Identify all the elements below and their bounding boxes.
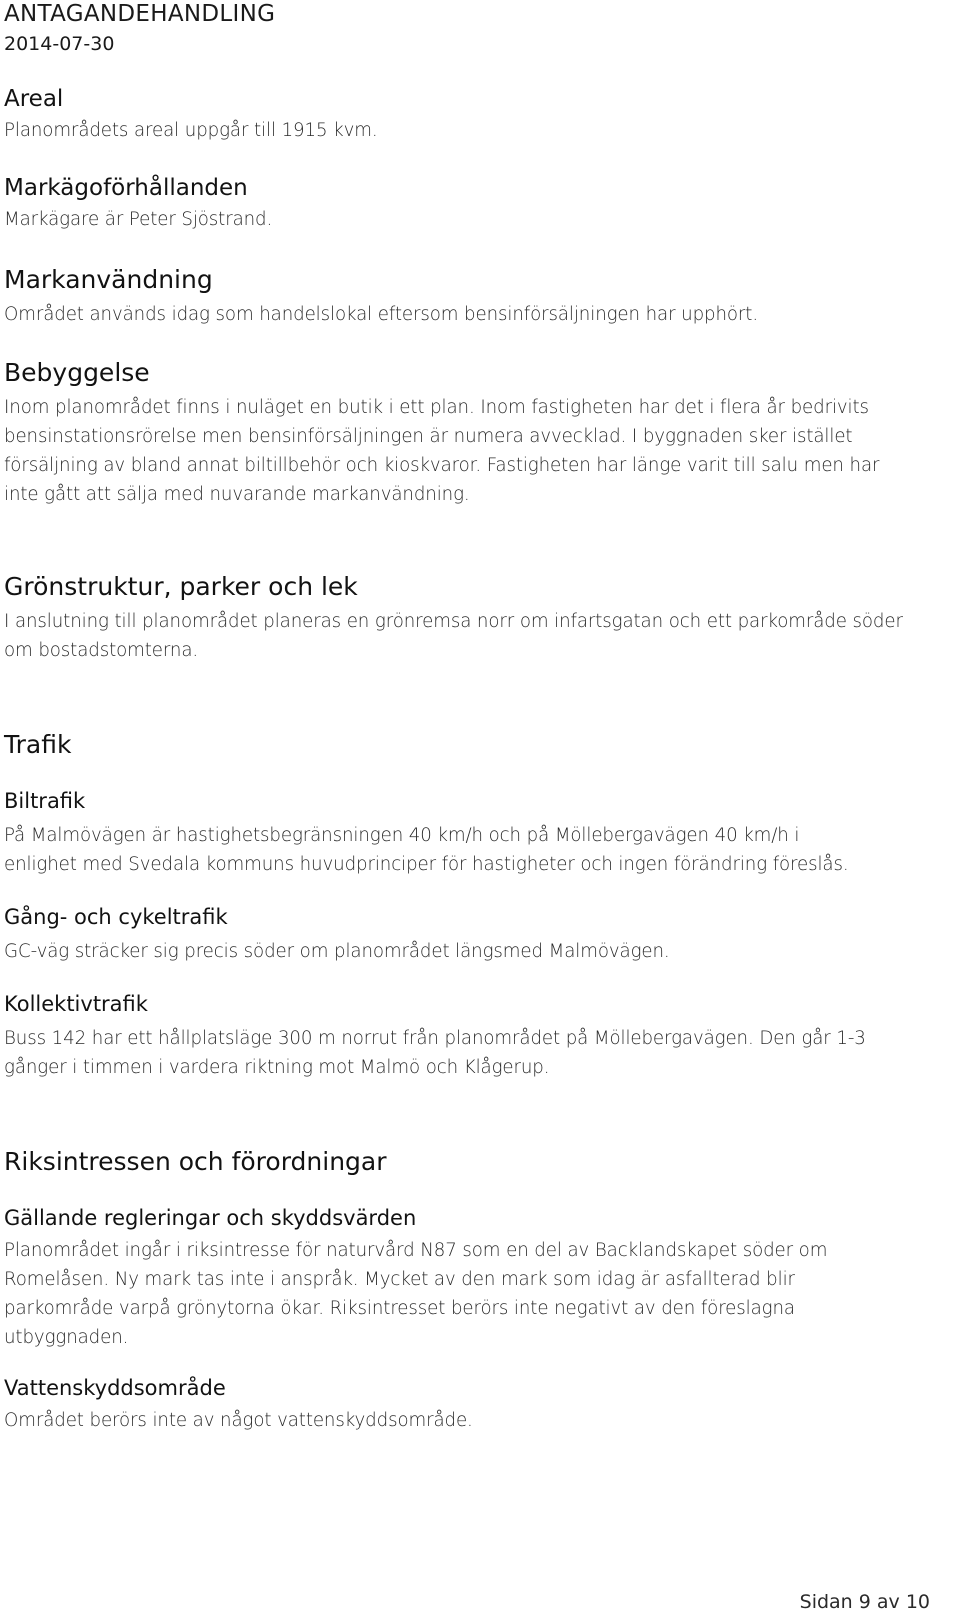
section-markanvandning [4, 264, 946, 329]
subsection-vattenskyddsomrade [4, 1374, 946, 1435]
document-body [4, 84, 946, 1435]
section-text-line: utbyggnaden. [4, 1327, 129, 1348]
section-text-line: om bostadstomterna. [4, 640, 199, 661]
page-number: Sidan 9 av 10 [799, 1591, 930, 1613]
subsection-heading: Vattenskyddsområde [4, 1376, 226, 1400]
section-text-line: På Malmövägen är hastighetsbegränsningen 40 km/h och på Möllebergavägen 40 km/h i [4, 825, 800, 846]
document-date: 2014-07-30 [4, 33, 115, 55]
section-text-line: Romelåsen. Ny mark tas inte i anspråk. Mycket av den mark som idag är asfallterad blir [4, 1269, 795, 1290]
subsection-heading: Gällande regleringar och skyddsvärden [4, 1206, 417, 1230]
section-heading: Markägoförhållanden [4, 175, 248, 201]
section-text: Markägare är Peter Sjöstrand. [4, 209, 273, 230]
section-heading: Areal [4, 86, 64, 112]
section-bebyggelse [4, 357, 946, 509]
subsection-heading: Biltrafik [4, 789, 86, 813]
section-text-line: gånger i timmen i vardera riktning mot Malmö och Klågerup. [4, 1057, 550, 1078]
subsection-biltrafik [4, 787, 946, 879]
section-heading: Grönstruktur, parker och lek [4, 572, 358, 601]
subsection-heading: Kollektivtrafik [4, 992, 148, 1016]
section-text: GC-väg sträcker sig precis söder om planområdet längsmed Malmövägen. [4, 941, 670, 962]
section-trafik [4, 729, 946, 1082]
section-text-line: Inom planområdet finns i nuläget en butik i ett plan. Inom fastigheten har det i flera år bedrivits [4, 397, 869, 418]
section-text-line: parkområde varpå grönytorna ökar. Riksintresset berörs inte negativt av den föreslagna [4, 1298, 795, 1319]
section-text-line: enlighet med Svedala kommuns huvudprinciper för hastigheter och ingen förändring föreslås. [4, 854, 849, 875]
document-title: ANTAGANDEHANDLING [4, 1, 276, 27]
page-header [4, 0, 275, 56]
section-text: Området används idag som handelslokal eftersom bensinförsäljningen har upphört. [4, 304, 759, 325]
section-text: Planområdets areal uppgår till 1915 kvm. [4, 120, 378, 141]
subsection-gang-cykel [4, 903, 946, 966]
section-riksintressen [4, 1146, 946, 1435]
section-heading: Trafik [4, 730, 72, 759]
section-text-line: I anslutning till planområdet planeras en grönremsa norr om infartsgatan och ett parkområde söder [4, 611, 903, 632]
section-heading: Riksintressen och förordningar [4, 1147, 387, 1176]
subsection-kollektivtrafik [4, 990, 946, 1082]
section-gronstruktur [4, 571, 946, 665]
section-text-line: Planområdet ingår i riksintresse för naturvård N87 som en del av Backlandskapet söder om [4, 1240, 828, 1261]
subsection-gallande-regleringar [4, 1204, 946, 1352]
section-markagoforhallanden [4, 173, 946, 234]
section-heading: Markanvändning [4, 265, 213, 294]
section-areal [4, 84, 946, 145]
section-heading: Bebyggelse [4, 358, 150, 387]
section-text-line: inte gått att sälja med nuvarande markanvändning. [4, 484, 470, 505]
section-text: Området berörs inte av något vattenskyddsområde. [4, 1410, 473, 1431]
section-text-line: Buss 142 har ett hållplatsläge 300 m norrut från planområdet på Möllebergavägen. Den går 1-3 [4, 1028, 866, 1049]
subsection-heading: Gång- och cykeltrafik [4, 905, 228, 929]
section-text-line: bensinstationsrörelse men bensinförsäljningen är numera avvecklad. I byggnaden sker istället [4, 426, 853, 447]
section-text-line: försäljning av bland annat biltillbehör och kioskvaror. Fastigheten har länge varit till salu men har [4, 455, 880, 476]
